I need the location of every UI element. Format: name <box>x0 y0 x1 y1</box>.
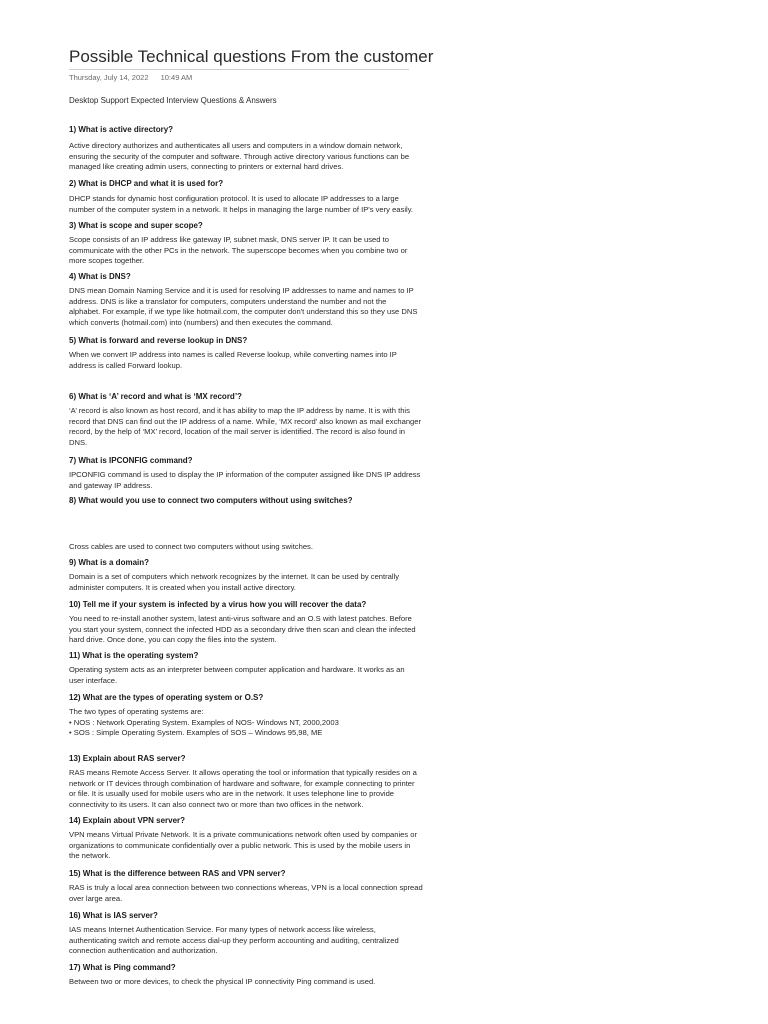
answer-line: When we convert IP address into names is called Reverse lookup, while converting names into IP <box>69 350 397 359</box>
answer-line: Cross cables are used to connect two computers without using switches. <box>69 542 313 551</box>
answer-line: IPCONFIG command is used to display the IP information of the computer assigned like DNS IP address <box>69 470 421 479</box>
answer-line: which converts (hotmail.com) into (numbers) and then executes the command. <box>69 317 333 327</box>
answer-line: • SOS : Simple Operating System. Examples of SOS – Windows 95,98, ME <box>69 728 323 737</box>
answer-line: Active directory authorizes and authenticates all users and computers in a window domain network, <box>69 141 403 150</box>
answer-line: RAS is truly a local area connection between two connections whereas, VPN is a local connection spread <box>69 883 423 892</box>
page-title: Possible Technical questions From the customer <box>69 47 409 70</box>
answer-text <box>69 406 479 448</box>
question-heading: 17) What is Ping command? <box>69 963 176 972</box>
answer-line: managed like creating admin users, connecting to printers or external hard drives. <box>69 162 344 171</box>
question-heading: 12) What are the types of operating system or O.S? <box>69 693 264 702</box>
answer-line: DNS. <box>69 437 88 447</box>
question-heading: 16) What is IAS server? <box>69 911 158 920</box>
question-heading: 4) What is DNS? <box>69 272 131 281</box>
answer-text <box>69 614 479 646</box>
answer-line: RAS means Remote Access Server. It allows operating the tool or information that typically resides on a <box>69 768 417 777</box>
answer-line: record that DNS can find out the IP address of a name. While, ‘MX record’ also known as mail exchanger <box>69 416 422 426</box>
answer-line: you start your system, connect the infected HDD as a secondary drive then scan and clean the infected <box>69 624 416 634</box>
answer-line: over large area. <box>69 893 123 903</box>
answer-line: network or IT devices through combination of hardware and software, for example connecting to printer <box>69 778 415 788</box>
answer-text <box>69 286 479 328</box>
answer-text <box>69 925 479 957</box>
question-heading: 1) What is active directory? <box>69 125 174 134</box>
answer-line: the network. <box>69 851 111 860</box>
time-text: 10:49 AM <box>160 73 193 82</box>
answer-line: alphabet. For example, if we type like hotmail.com, the computer don't understand this so they use DNS <box>69 307 418 316</box>
answer-line: connection authentication and authorization. <box>69 946 218 955</box>
answer-line: Domain is a set of computers which network recognizes by the internet. It can be used by centrally <box>69 572 400 581</box>
answer-line: Between two or more devices, to check the physical IP connectivity Ping command is used. <box>69 977 376 986</box>
answer-line: user interface. <box>69 675 118 685</box>
answer-line: ‘A’ record is also known as host record, and it has ability to map the IP address by name. It is with this <box>69 406 410 415</box>
answer-line: • NOS : Network Operating System. Examples of NOS- Windows NT, 2000,2003 <box>69 717 339 727</box>
answer-line: or file. It is usually used for mobile users who are in the network. It uses telephone line to provide <box>69 789 395 798</box>
answer-line: ensuring the security of the computer and software. Through active directory various functions can be <box>69 151 410 161</box>
question-heading: 10) Tell me if your system is infected by a virus how you will recover the data? <box>69 600 367 609</box>
answer-line: number of the computer system in a network. It helps in managing the large number of IP's very easily. <box>69 204 414 214</box>
question-heading: 8) What would you use to connect two computers without using switches? <box>69 496 353 505</box>
answer-line: address. DNS is like a translator for computers, computers understand the number and not the <box>69 296 387 306</box>
answer-line: more scopes together. <box>69 256 145 265</box>
question-heading: 9) What is a domain? <box>69 558 150 567</box>
answer-text <box>69 768 479 810</box>
answer-line: address is called Forward lookup. <box>69 360 183 370</box>
answer-line: hard drive. Once done, you can copy the files into the system. <box>69 635 277 644</box>
answer-line: administer computers. It is created when you install active directory. <box>69 582 296 592</box>
answer-line: IAS means Internet Authentication Service. For many types of network access like wireless, <box>69 925 376 934</box>
question-heading: 5) What is forward and reverse lookup in DNS? <box>69 336 248 345</box>
answer-text <box>69 977 479 988</box>
answer-text <box>69 470 479 491</box>
answer-text <box>69 235 479 267</box>
answer-line: DNS mean Domain Naming Service and it is used for resolving IP addresses to name and names to IP <box>69 286 414 295</box>
question-heading: 3) What is scope and super scope? <box>69 221 203 230</box>
answer-text <box>69 194 479 215</box>
question-heading: 6) What is ‘A’ record and what is ‘MX record’? <box>69 392 242 401</box>
answer-line: and gateway IP address. <box>69 480 153 490</box>
answer-line: communicate with the other PCs in the network. The superscope becomes when you combine two or <box>69 245 408 255</box>
question-heading: 13) Explain about RAS server? <box>69 754 186 763</box>
answer-text <box>69 542 479 553</box>
answer-text <box>69 141 479 173</box>
question-heading: 14) Explain about VPN server? <box>69 816 186 825</box>
date-text: Thursday, July 14, 2022 <box>69 73 149 82</box>
question-heading: 2) What is DHCP and what it is used for? <box>69 179 224 188</box>
question-heading: 15) What is the difference between RAS and VPN server? <box>69 869 286 878</box>
answer-line: VPN means Virtual Private Network. It is a private communications network often used by companies or <box>69 830 418 839</box>
answer-text <box>69 350 479 371</box>
timestamp <box>69 73 192 82</box>
answer-text <box>69 665 479 686</box>
answer-line: connectivity to its users. It can also connect two or more than two offices in the network. <box>69 799 364 809</box>
answer-line: organizations to communicate confidentially over a public network. This is used by the mobile users in <box>69 840 411 850</box>
answer-line: record, by the help of ‘MX’ record, location of the mail server is identified. The record is also found in <box>69 427 405 436</box>
answer-text <box>69 572 479 593</box>
answer-line: You need to re-install another system, latest anti-virus software and an O.S with latest patches. Before <box>69 614 412 623</box>
document-subtitle: Desktop Support Expected Interview Questions & Answers <box>69 96 277 105</box>
question-heading: 7) What is IPCONFIG command? <box>69 456 193 465</box>
answer-text <box>69 883 479 904</box>
question-heading: 11) What is the operating system? <box>69 651 199 660</box>
answer-line: DHCP stands for dynamic host configuration protocol. It is used to allocate IP addresses to a large <box>69 194 399 203</box>
answer-line: The two types of operating systems are: <box>69 707 204 716</box>
answer-text <box>69 830 479 862</box>
answer-line: authenticating switch and remote access dial-up they perform accounting and auditing, centralized <box>69 935 399 945</box>
answer-line: Operating system acts as an interpreter between computer application and hardware. It works as an <box>69 665 405 674</box>
answer-line: Scope consists of an IP address like gateway IP, subnet mask, DNS server IP. It can be used to <box>69 235 389 244</box>
answer-text <box>69 707 479 739</box>
